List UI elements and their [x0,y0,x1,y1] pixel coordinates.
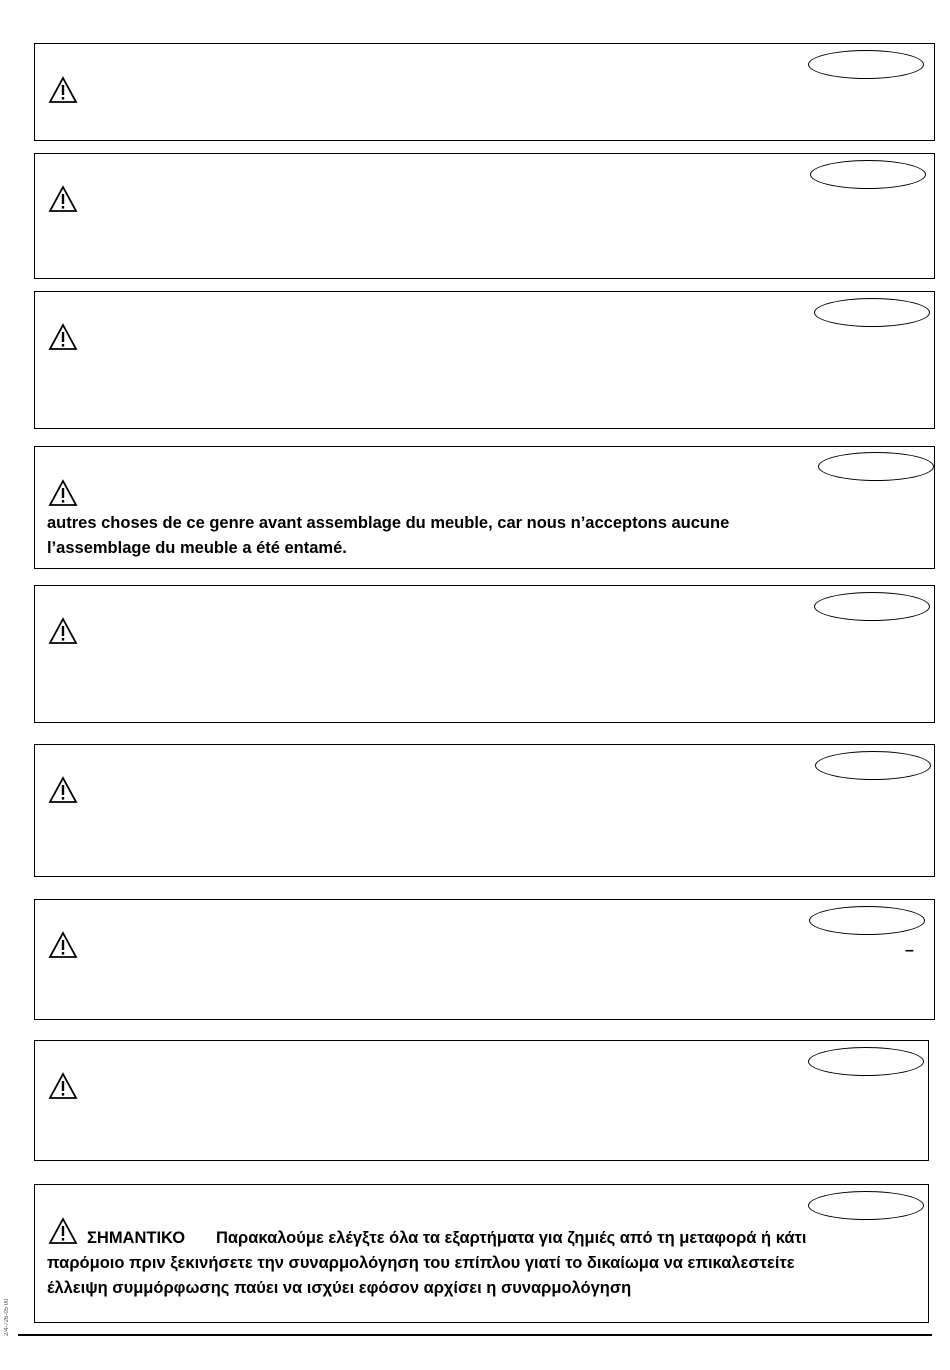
notice-box-4 [34,446,935,569]
language-oval [814,592,930,621]
notice-box-1 [34,43,935,141]
language-oval [815,751,931,780]
warning-triangle-icon [48,931,78,959]
notice-box-6 [34,744,935,877]
notice-text-line-1: Παρακαλούμε ελέγξτε όλα τα εξαρτήματα για ζημιές από τη μεταφορά ή κάτι [216,1229,807,1247]
side-code: 2/4-726-05 00 [4,1298,10,1336]
warning-triangle-icon [48,323,78,351]
language-oval [808,1047,924,1076]
warning-triangle-icon [48,479,78,507]
language-oval [810,160,926,189]
notice-heading: ΣΗΜΑΝΤΙΚΟ [87,1229,186,1247]
warning-triangle-icon [48,776,78,804]
notice-box-2 [34,153,935,279]
language-oval [808,1191,924,1220]
warning-triangle-icon [48,617,78,645]
notice-text-line-2: l’assemblage du meuble a été entamé. [47,539,347,557]
trailing-dash: – [905,942,914,959]
warning-triangle-icon [48,1217,78,1245]
bottom-rule [18,1334,932,1336]
notice-text-line-3: έλλειψη συμμόρφωσης παύει να ισχύει εφόσον αρχίσει η συναρμολόγηση [47,1279,632,1297]
notice-text-line-1: autres choses de ce genre avant assemblage du meuble, car nous n’acceptons aucune [47,514,730,532]
warning-triangle-icon [48,76,78,104]
notice-text-line-2: παρόμοιο πριν ξεκινήσετε την συναρμολόγηση του επίπλου γιατί το δικαίωμα να επικαλεστείτε [47,1254,795,1272]
warning-triangle-icon [48,1072,78,1100]
language-oval [809,906,925,935]
notice-box-9 [34,1184,929,1323]
notice-box-8 [34,1040,929,1161]
notice-box-5 [34,585,935,723]
language-oval [808,50,924,79]
notice-box-7 [34,899,935,1020]
notice-box-3 [34,291,935,429]
language-oval [818,452,934,481]
language-oval [814,298,930,327]
warning-triangle-icon [48,185,78,213]
